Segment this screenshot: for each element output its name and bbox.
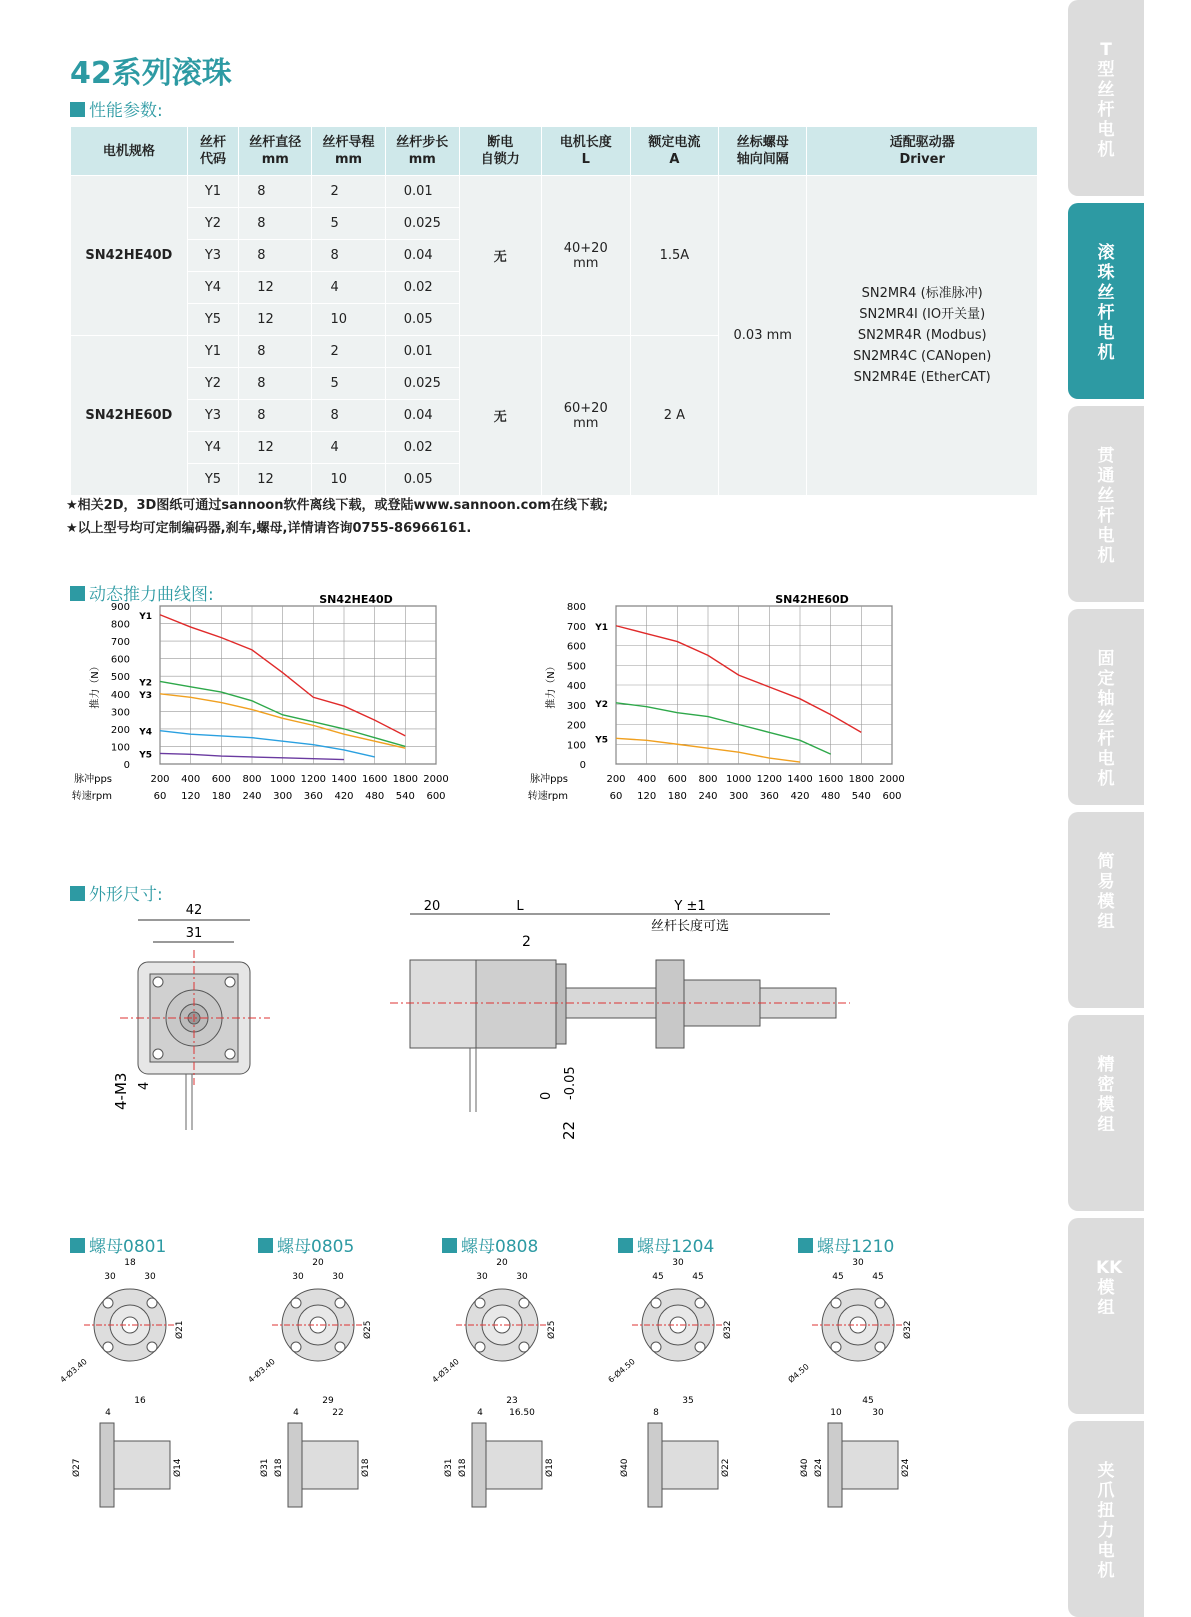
nut-hole <box>831 1342 841 1352</box>
value-cell: 8 <box>312 240 385 272</box>
y-tick-label: 100 <box>110 742 130 754</box>
col-header: 丝杆导程 mm <box>312 127 385 176</box>
side-tab-label: 滚珠丝杆电机 <box>1097 243 1115 363</box>
nut-flange-w: 8 <box>653 1408 659 1418</box>
nut-angle: 30 <box>292 1272 304 1282</box>
x-axis-label: 脉冲pps <box>530 774 568 785</box>
side-tab-label: T型丝杆电机 <box>1097 40 1115 160</box>
value-cell: Y1 <box>187 336 238 368</box>
side-tab[interactable] <box>1068 1421 1144 1617</box>
value-cell: 0.02 <box>385 272 459 304</box>
nut-hole <box>831 1298 841 1308</box>
value-cell: Y2 <box>187 208 238 240</box>
x-rpm-label: 360 <box>303 791 323 802</box>
x-rpm-label: 540 <box>851 791 871 802</box>
nut-sub-length: 30 <box>872 1408 884 1418</box>
nut-side-body <box>842 1441 898 1489</box>
nut-side-body <box>662 1441 718 1489</box>
note-2: ★以上型号均可定制编码器,刹车,螺母,详情请咨询0755-86966161. <box>66 521 472 536</box>
x-tick-label: 1800 <box>392 774 419 785</box>
y-tick-label: 800 <box>110 619 130 631</box>
nut-drawing <box>427 1255 597 1535</box>
nut-side-flange <box>828 1423 842 1507</box>
series-label: Y4 <box>139 727 152 738</box>
nut-flange-w: 4 <box>105 1408 111 1418</box>
nut-hole <box>519 1342 529 1352</box>
x-rpm-label: 240 <box>242 791 262 802</box>
nut-length: 29 <box>322 1396 334 1406</box>
nut-length: 45 <box>862 1396 874 1406</box>
length-cell: 40+20 mm <box>541 176 630 336</box>
nut-flange-w: 10 <box>830 1408 842 1418</box>
side-tab[interactable] <box>1068 406 1144 602</box>
nut-title: 螺母1210 <box>798 1232 894 1257</box>
side-tab[interactable] <box>1068 1015 1144 1211</box>
nut-dia: Ø21 <box>175 1320 185 1339</box>
series-label: Y3 <box>139 690 152 701</box>
value-cell: 8 <box>239 240 312 272</box>
x-tick-label: 1400 <box>787 774 813 785</box>
series-label: Y1 <box>595 622 608 633</box>
dim-20: 20 <box>423 899 441 914</box>
y-tick-label: 700 <box>110 637 130 649</box>
col-header: 丝杆步长 mm <box>385 127 459 176</box>
x-rpm-label: 120 <box>637 791 657 802</box>
nut-drawing <box>55 1255 225 1535</box>
y-tick-label: 300 <box>566 700 586 712</box>
series-label: Y5 <box>595 735 608 746</box>
col-header: 丝杆直径 mm <box>239 127 312 176</box>
x-tick-label: 1600 <box>361 774 388 785</box>
x-tick-label: 1000 <box>725 774 752 785</box>
nut-body-dia: Ø18 <box>545 1458 555 1477</box>
value-cell: Y5 <box>187 304 238 336</box>
nut-holes: 4-Ø3.40 <box>246 1357 277 1385</box>
y-tick-label: 900 <box>110 602 130 613</box>
value-cell: 8 <box>239 208 312 240</box>
x-tick-label: 200 <box>606 774 626 785</box>
x-axis-label: 脉冲pps <box>74 774 112 785</box>
side-view-drawing <box>390 900 850 1160</box>
x-rpm-label: 60 <box>609 791 623 802</box>
nut-hole <box>147 1342 157 1352</box>
section-performance: 性能参数: <box>70 96 163 121</box>
nut-angle: 30 <box>476 1272 488 1282</box>
front-view-drawing <box>100 900 280 1140</box>
value-cell: Y3 <box>187 400 238 432</box>
side-tab[interactable] <box>1068 1218 1144 1414</box>
side-tabs <box>1068 0 1144 1616</box>
side-tab-label: 夹爪扭力电机 <box>1097 1461 1115 1581</box>
y-tick-label: 600 <box>110 654 130 666</box>
x-rpm-label: 120 <box>181 791 201 802</box>
y-tick-label: 200 <box>110 724 130 736</box>
nut-id: Ø24 <box>814 1458 824 1477</box>
nut-holes: 6-Ø4.50 <box>606 1357 637 1385</box>
nut-length: 35 <box>682 1396 694 1406</box>
chart-title: SN42HE60D <box>775 593 849 606</box>
series-label: Y1 <box>139 611 152 622</box>
nut-od: Ø40 <box>800 1458 810 1477</box>
col-header: 额定电流 A <box>630 127 718 176</box>
value-cell: 8 <box>312 400 385 432</box>
nut-width: 20 <box>496 1258 508 1268</box>
nut-sub-length: 16.50 <box>509 1408 535 1418</box>
x-tick-label: 400 <box>181 774 201 785</box>
value-cell: Y4 <box>187 432 238 464</box>
page-title: 42系列滚珠 <box>70 56 232 91</box>
value-cell: 12 <box>239 464 312 496</box>
value-cell: 2 <box>312 176 385 208</box>
dim-Y: Y ±1 <box>674 899 706 914</box>
x-rpm-label: 360 <box>759 791 779 802</box>
x-rpm-label: 480 <box>365 791 385 802</box>
nut-side-flange <box>288 1423 302 1507</box>
nut-title: 螺母0808 <box>442 1232 538 1257</box>
y-tick-label: 500 <box>566 661 586 673</box>
value-cell: Y5 <box>187 464 238 496</box>
y-tick-label: 400 <box>110 689 130 701</box>
value-cell: 8 <box>239 336 312 368</box>
y-tick-label: 400 <box>566 681 586 692</box>
nut-drawing <box>783 1255 953 1535</box>
value-cell: 4 <box>312 432 385 464</box>
series-label: Y2 <box>139 678 152 689</box>
value-cell: 0.01 <box>385 176 459 208</box>
current-cell: 2 A <box>630 336 718 496</box>
value-cell: 8 <box>239 368 312 400</box>
nut-dia: Ø32 <box>903 1320 913 1339</box>
x-tick-label: 1600 <box>817 774 844 785</box>
x-tick-label: 600 <box>667 774 687 785</box>
side-tab[interactable] <box>1068 0 1144 196</box>
x-tick-label: 2000 <box>879 774 905 785</box>
side-tab-label: 精密模组 <box>1097 1055 1115 1135</box>
nut-hole <box>103 1298 113 1308</box>
dim-31: 31 <box>185 926 203 941</box>
nut-body-dia: Ø18 <box>361 1458 371 1477</box>
nut-length: 16 <box>134 1396 146 1406</box>
value-cell: Y3 <box>187 240 238 272</box>
notes <box>66 494 608 540</box>
y-tick-label: 0 <box>123 760 130 771</box>
value-cell: 12 <box>239 432 312 464</box>
x-rpm-label: 300 <box>273 791 293 802</box>
x-tick-label: 800 <box>698 774 718 785</box>
x-tick-label: 1800 <box>848 774 875 785</box>
nut-side-body <box>114 1441 170 1489</box>
x-tick-label: 200 <box>150 774 170 785</box>
nut-sub-length: 22 <box>332 1408 344 1418</box>
spec-table <box>70 126 1038 496</box>
nut-flange-w: 4 <box>477 1408 483 1418</box>
nut-od: Ø31 <box>260 1458 270 1477</box>
value-cell: 4 <box>312 272 385 304</box>
x-tick-label: 800 <box>242 774 262 785</box>
x-tick-label: 1000 <box>269 774 296 785</box>
nut-title: 螺母0805 <box>258 1232 354 1257</box>
nut-holes: 4-Ø3.40 <box>58 1357 89 1385</box>
nut-hole <box>475 1298 485 1308</box>
nut-hole <box>335 1298 345 1308</box>
nut-width: 30 <box>672 1258 684 1268</box>
nut-hole <box>695 1298 705 1308</box>
nut-angle: 45 <box>692 1272 704 1282</box>
value-cell: 0.02 <box>385 432 459 464</box>
col-header: 适配驱动器 Driver <box>807 127 1038 176</box>
nut-hole <box>695 1342 705 1352</box>
side-tab-label: 固定轴丝杆电机 <box>1097 649 1115 789</box>
value-cell: 0.05 <box>385 304 459 336</box>
nut-side-flange <box>100 1423 114 1507</box>
nut-angle: 45 <box>872 1272 884 1282</box>
nut-body-dia: Ø14 <box>173 1458 183 1477</box>
series-label: Y5 <box>139 750 152 761</box>
x-tick-label: 1200 <box>756 774 783 785</box>
nut-drawing <box>603 1255 773 1535</box>
x-rpm-label: 180 <box>667 791 687 802</box>
model-cell: SN42HE40D <box>71 176 188 336</box>
model-cell: SN42HE60D <box>71 336 188 496</box>
value-cell: 5 <box>312 208 385 240</box>
y-tick-label: 200 <box>566 720 586 732</box>
nut-hole <box>335 1342 345 1352</box>
nut-hole <box>875 1342 885 1352</box>
nut-flange-w: 4 <box>293 1408 299 1418</box>
nut-hole <box>875 1298 885 1308</box>
y-tick-label: 700 <box>566 621 586 633</box>
value-cell: 12 <box>239 304 312 336</box>
dim-L: L <box>516 899 524 914</box>
series-line-y4 <box>160 731 375 757</box>
nut-holes: Ø4.50 <box>786 1362 811 1385</box>
nut-hole <box>519 1298 529 1308</box>
x-rpm-label: 540 <box>395 791 415 802</box>
nut-angle: 30 <box>144 1272 156 1282</box>
y-tick-label: 600 <box>566 641 586 653</box>
y-axis-label: 推力（N） <box>90 661 101 709</box>
value-cell: 0.05 <box>385 464 459 496</box>
nut-hole <box>147 1298 157 1308</box>
nut-dia: Ø25 <box>547 1320 557 1339</box>
nut-id: Ø18 <box>458 1458 468 1477</box>
nut-hole <box>103 1342 113 1352</box>
nut-angle: 30 <box>332 1272 344 1282</box>
nut-side-body <box>486 1441 542 1489</box>
x-rpm-label: 240 <box>698 791 718 802</box>
nut-hole <box>651 1342 661 1352</box>
x-axis-label: 转速rpm <box>71 791 112 802</box>
self-lock-cell: 无 <box>459 176 541 336</box>
y-tick-label: 800 <box>566 602 586 613</box>
x-tick-label: 2000 <box>423 774 449 785</box>
nut-angle: 45 <box>652 1272 664 1282</box>
nut-width: 20 <box>312 1258 324 1268</box>
nut-hole <box>291 1298 301 1308</box>
nut-hole <box>651 1298 661 1308</box>
col-header: 电机规格 <box>71 127 188 176</box>
x-rpm-label: 420 <box>790 791 810 802</box>
x-rpm-label: 480 <box>821 791 841 802</box>
x-rpm-label: 60 <box>153 791 167 802</box>
x-tick-label: 400 <box>637 774 657 785</box>
side-tab-label: KK模组 <box>1096 1258 1123 1318</box>
col-header: 电机长度 L <box>541 127 630 176</box>
value-cell: 10 <box>312 464 385 496</box>
y-tick-label: 500 <box>110 672 130 684</box>
value-cell: 5 <box>312 368 385 400</box>
x-rpm-label: 600 <box>426 791 446 802</box>
nut-body-dia: Ø22 <box>721 1458 731 1477</box>
nut-hole <box>291 1342 301 1352</box>
screw-depth: 4 <box>137 1081 152 1090</box>
series-line-y2 <box>616 703 831 754</box>
tol-hi: 0 <box>539 1091 554 1100</box>
value-cell: 0.01 <box>385 336 459 368</box>
nut-title: 螺母0801 <box>70 1232 166 1257</box>
x-axis-label: 转速rpm <box>527 791 568 802</box>
value-cell: Y1 <box>187 176 238 208</box>
value-cell: 0.025 <box>385 208 459 240</box>
x-tick-label: 1400 <box>331 774 357 785</box>
nut-holes: 4-Ø3.40 <box>430 1357 461 1385</box>
dim-42: 42 <box>185 903 203 918</box>
value-cell: 0.04 <box>385 240 459 272</box>
side-tab[interactable] <box>1068 609 1144 805</box>
dim-22: 22 <box>560 1120 578 1140</box>
x-rpm-label: 420 <box>334 791 354 802</box>
value-cell: Y4 <box>187 272 238 304</box>
nut-side-body <box>302 1441 358 1489</box>
nut-dia: Ø32 <box>723 1320 733 1339</box>
side-tab-label: 简易模组 <box>1097 852 1115 932</box>
col-header: 丝杆 代码 <box>187 127 238 176</box>
note-1: ★相关2D，3D图纸可通过sannoon软件离线下载，或登陆www.sannoon.com在线下载; <box>66 498 609 513</box>
dim-2: 2 <box>522 934 531 950</box>
driver-cell: SN2MR4 (标准脉冲) SN2MR4I (IO开关量) SN2MR4R (Modbus) SN2MR4C (CANopen) SN2MR4E (EtherCAT) <box>807 176 1038 496</box>
series-label: Y2 <box>595 699 608 710</box>
y-tick-label: 0 <box>579 760 586 771</box>
table-row <box>71 176 1038 208</box>
side-tab[interactable] <box>1068 812 1144 1008</box>
nut-angle: 30 <box>516 1272 528 1282</box>
col-header: 丝标螺母 轴向间隔 <box>719 127 807 176</box>
side-tab-label: 贯通丝杆电机 <box>1097 446 1115 566</box>
nut-od: Ø31 <box>444 1458 454 1477</box>
nut-angle: 30 <box>104 1272 116 1282</box>
value-cell: 2 <box>312 336 385 368</box>
y-tick-label: 100 <box>566 740 586 752</box>
section-curve: 动态推力曲线图: <box>70 580 214 605</box>
chart-title: SN42HE40D <box>319 593 393 606</box>
nut-od: Ø27 <box>72 1458 82 1477</box>
x-tick-label: 1200 <box>300 774 327 785</box>
axial-gap-cell: 0.03 mm <box>719 176 807 496</box>
x-rpm-label: 600 <box>882 791 902 802</box>
nut-width: 30 <box>852 1258 864 1268</box>
col-header: 断电 自锁力 <box>459 127 541 176</box>
nut-id: Ø18 <box>274 1458 284 1477</box>
self-lock-cell: 无 <box>459 336 541 496</box>
value-cell: 10 <box>312 304 385 336</box>
y-tick-label: 300 <box>110 707 130 719</box>
nut-width: 18 <box>124 1258 136 1268</box>
side-tab[interactable] <box>1068 203 1144 399</box>
thrust-chart-60d <box>527 593 940 824</box>
dim-note: 丝杆长度可选 <box>650 919 730 934</box>
nut-length: 23 <box>506 1396 518 1406</box>
x-rpm-label: 300 <box>729 791 749 802</box>
x-rpm-label: 180 <box>211 791 231 802</box>
length-cell: 60+20 mm <box>541 336 630 496</box>
nut-title: 螺母1204 <box>618 1232 714 1257</box>
screw-spec: 4-M3 <box>112 1072 130 1110</box>
nut-drawing <box>243 1255 413 1535</box>
nut-side-flange <box>472 1423 486 1507</box>
value-cell: 12 <box>239 272 312 304</box>
current-cell: 1.5A <box>630 176 718 336</box>
section-dimension: 外形尺寸: <box>70 880 163 905</box>
value-cell: 0.025 <box>385 368 459 400</box>
nut-angle: 45 <box>832 1272 844 1282</box>
value-cell: 0.04 <box>385 400 459 432</box>
nut-dia: Ø25 <box>363 1320 373 1339</box>
x-tick-label: 600 <box>211 774 231 785</box>
value-cell: 8 <box>239 400 312 432</box>
tol-lo: -0.05 <box>563 1066 578 1100</box>
nut-side-flange <box>648 1423 662 1507</box>
nut-body-dia: Ø24 <box>901 1458 911 1477</box>
nut-hole <box>475 1342 485 1352</box>
y-axis-label: 推力（N） <box>546 661 557 709</box>
value-cell: Y2 <box>187 368 238 400</box>
value-cell: 8 <box>239 176 312 208</box>
nut-od: Ø40 <box>620 1458 630 1477</box>
